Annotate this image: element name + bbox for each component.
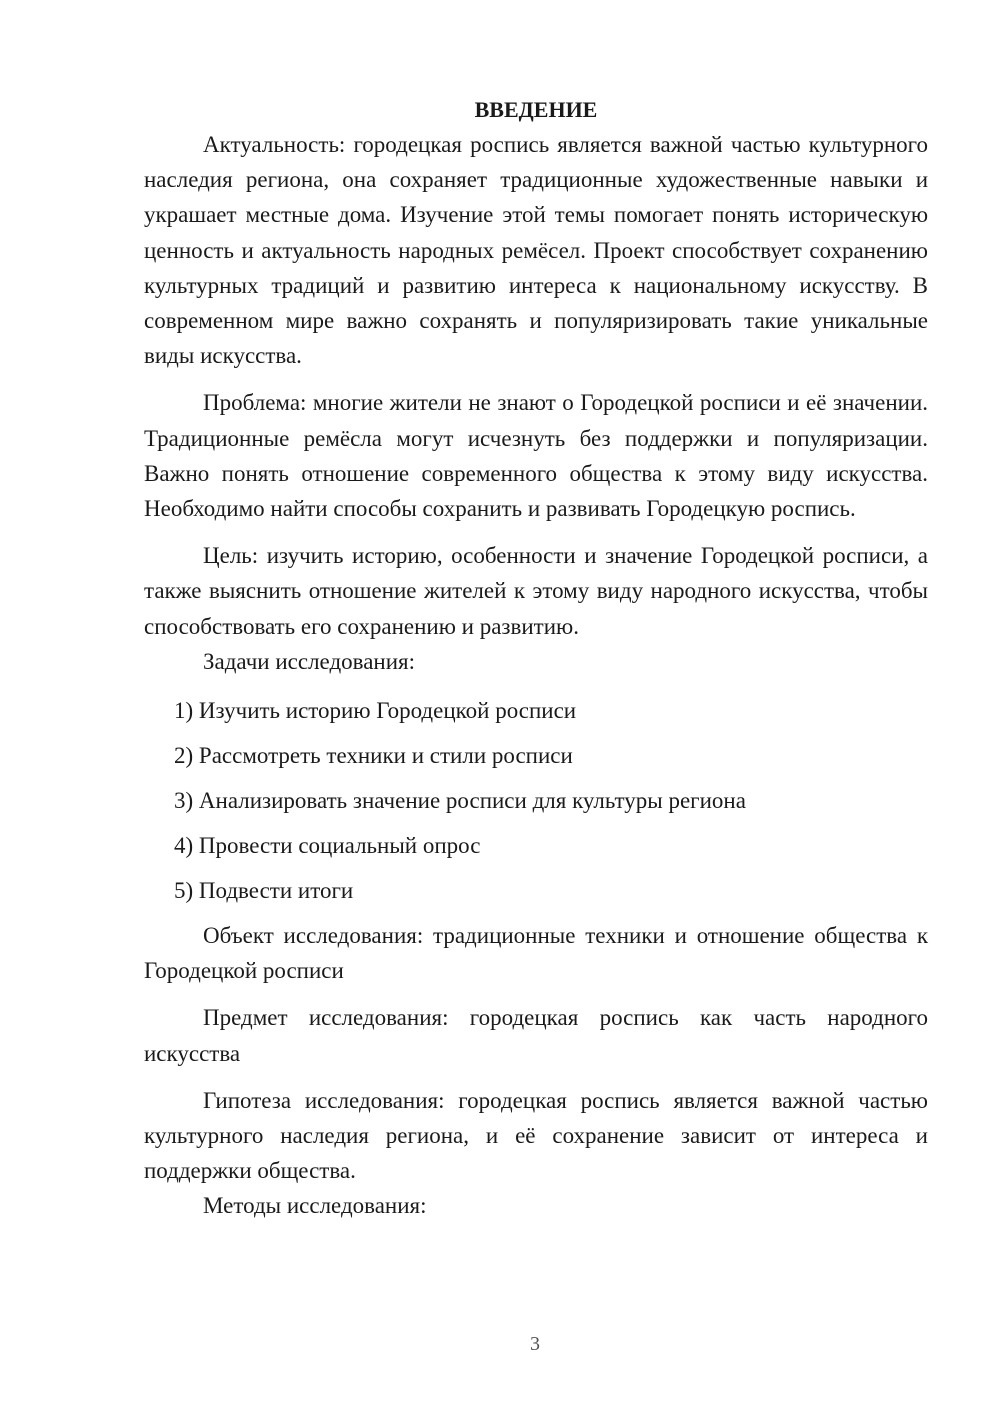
methods-title: Методы исследования: xyxy=(203,1193,427,1219)
page-number: 3 xyxy=(530,1333,540,1355)
task-list xyxy=(144,693,928,908)
paragraph-problem: Проблема: многие жители не знают о Городецкой росписи и её значении. Традиционные ремёсла могут исчезнуть без поддержки и популяризации. Важно понять отношение современного общества к этому виду искусства. Необходимо найти способы сохранить и развивать Городецкую роспись. xyxy=(144,390,928,522)
tasks-title: Задачи исследования: xyxy=(203,648,416,674)
task-item-2: 2) Рассмотреть техники и стили росписи xyxy=(174,743,573,769)
task-item-3: 3) Анализировать значение росписи для культуры региона xyxy=(174,788,746,814)
paragraph-subject: Предмет исследования: городецкая роспись как часть народного искусства xyxy=(144,1005,928,1066)
paragraph-goal: Цель: изучить историю, особенности и значение Городецкой росписи, а также выяснить отношение жителей к этому виду народного искусства, чтобы способствовать его сохранению и развитию. xyxy=(144,543,928,639)
paragraph-hypothesis: Гипотеза исследования: городецкая роспись является важной частью культурного наследия региона, и её сохранение зависит от интереса и поддержки общества. xyxy=(144,1087,928,1184)
task-item-5: 5) Подвести итоги xyxy=(174,878,354,904)
paragraph-relevance: Актуальность: городецкая роспись является важной частью культурного наследия региона, она сохраняет традиционные художественные навыки и украшает местные дома. Изучение этой темы помогает понять историческую ценность и актуальность народных ремёсел. Проект способствует сохранению культурных традиций и развитию интереса к национальному искусству. В современном мире важно сохранять и популяризировать такие уникальные виды искусства. xyxy=(144,132,928,369)
task-item-1: 1) Изучить историю Городецкой росписи xyxy=(174,698,577,724)
paragraph-object: Объект исследования: традиционные техники и отношение общества к Городецкой росписи xyxy=(144,923,928,984)
page-content xyxy=(144,92,928,1224)
task-item-4: 4) Провести социальный опрос xyxy=(174,833,481,859)
section-heading: ВВЕДЕНИЕ xyxy=(474,97,598,122)
